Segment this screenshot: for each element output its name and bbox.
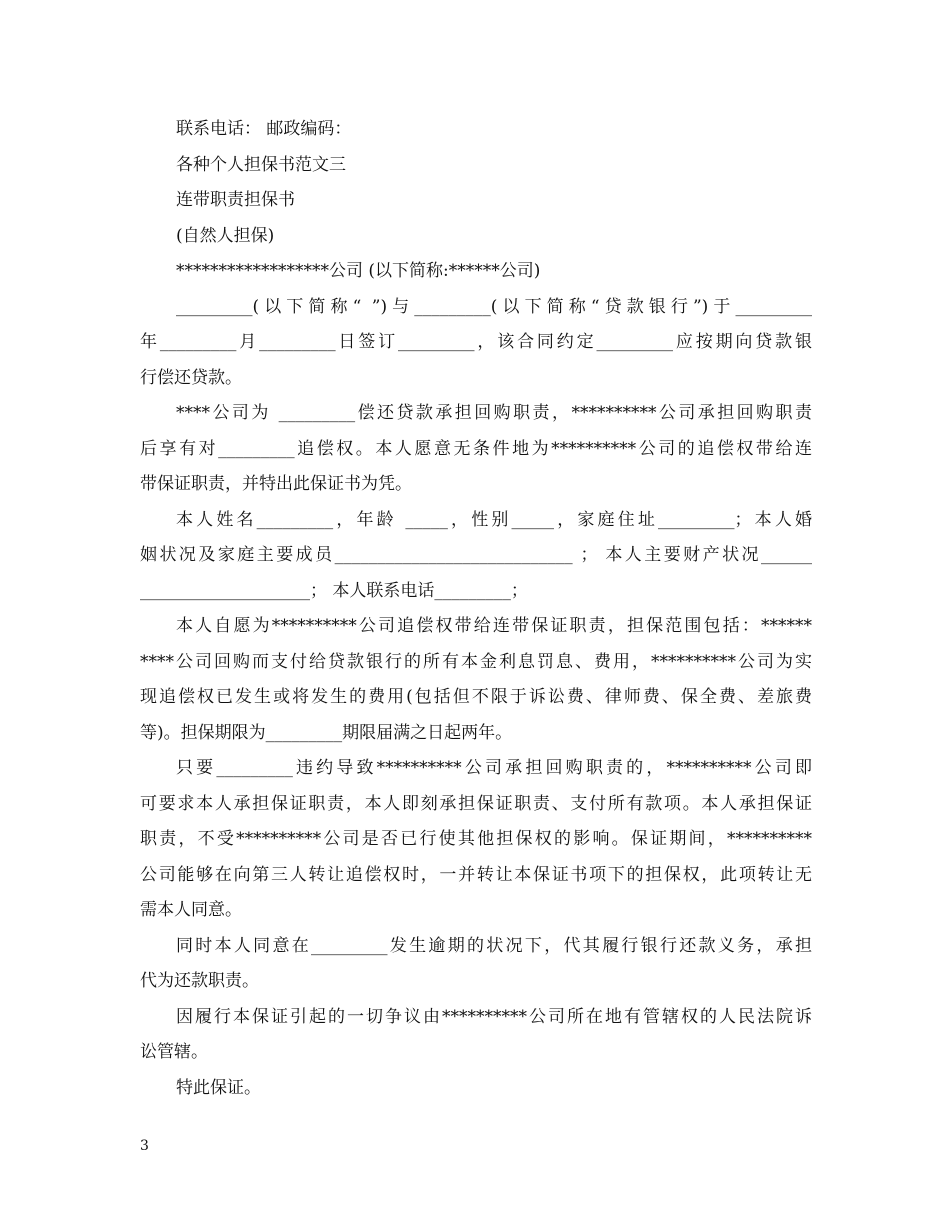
text-line: 因履行本保证引起的一切争议由**********公司所在地有管辖权的人民法院诉 [176,1006,812,1027]
text-line: 讼管辖。 [140,1042,208,1062]
page-number: 3 [140,1138,149,1154]
text-line: 特此保证。 [176,1077,261,1098]
text-line: ******************公司 (以下简称:******公司) [176,261,541,281]
text-line: 后享有对_________追偿权。本人愿意无条件地为**********公司的追偿权带给连 [140,438,812,459]
text-line: 年_________月_________日签订_________，该合同约定_________应按期向贷款银 [140,332,812,352]
text-line: 同时本人同意在_________发生逾期的状况下，代其履行银行还款义务，承担 [176,935,812,956]
text-line: 职责，不受**********公司是否已行使其他担保权的影响。保证期间，********** [140,829,812,849]
text-line: ****公司为 _________偿还贷款承担回购职责，**********公司承担回购职责 [176,403,812,423]
text-line: 现追偿权已发生或将发生的费用(包括但不限于诉讼费、律师费、保全费、差旅费 [140,687,812,707]
text-line: 带保证职责，并特出此保证书为凭。 [140,474,412,494]
text-line: 各种个人担保书范文三 [176,154,346,175]
document-body [140,112,812,1106]
text-line: 公司能够在向第三人转让追偿权时，一并转让本保证书项下的担保权，此项转让无 [140,864,812,885]
text-line: ____________________； 本人联系电话_________； [140,580,528,601]
text-line: 姻状况及家庭主要成员____________________________ ； 本人主要财产状况______ [140,545,812,565]
text-line: 只要_________违约导致**********公司承担回购职责的，**********公司即 [176,758,812,778]
text-line: 本人自愿为**********公司追偿权带给连带保证职责，担保范围包括：****** [176,616,812,636]
text-line: 行偿还贷款。 [140,367,242,388]
text-line: 可要求本人承担保证职责，本人即刻承担保证职责、支付所有款项。本人承担保证 [140,793,812,814]
text-line: 等)。担保期限为_________期限届满之日起两年。 [140,722,513,743]
text-line: 联系电话： 邮政编码： [176,119,352,139]
text-line: 代为还款职责。 [140,971,259,991]
text-line: (自然人担保) [176,225,275,246]
text-line: 需本人同意。 [140,900,242,920]
text-line: ****公司回购而支付给贷款银行的所有本金利息罚息、费用，**********公司为实 [140,651,812,672]
text-line: _________(以下简称“ ”)与_________(以下简称“贷款银行”)于_________ [176,296,812,317]
text-line: 本人姓名_________，年龄 _____，性别_____，家庭住址_________；本人婚 [176,509,812,530]
text-line: 连带职责担保书 [176,190,295,210]
